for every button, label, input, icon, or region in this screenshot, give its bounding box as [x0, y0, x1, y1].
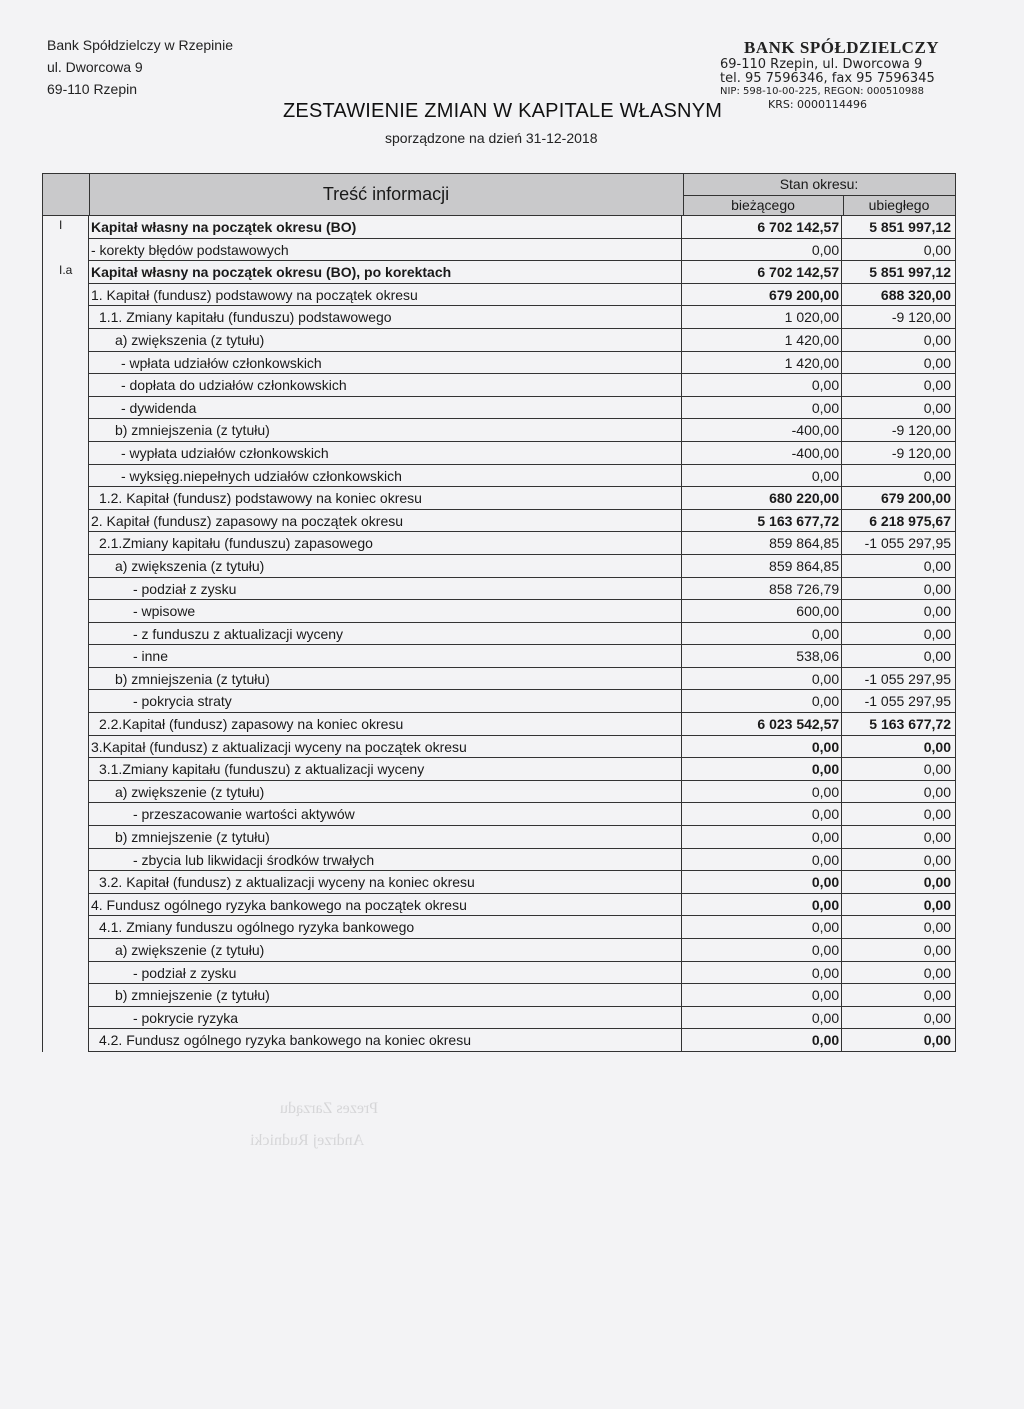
stamp-phone: tel. 95 7596346, fax 95 7596345: [720, 71, 935, 86]
row-number: [43, 781, 89, 804]
table-row: [43, 419, 956, 442]
row-previous-value: -9 120,00: [842, 419, 956, 442]
bleed-through-text: Andrzej Rudnicki: [250, 1132, 365, 1149]
row-previous-value: 0,00: [842, 600, 956, 623]
row-label: 2.1.Zmiany kapitału (funduszu) zapasowego: [89, 532, 682, 555]
row-label: - korekty błędów podstawowych: [89, 239, 682, 262]
row-label: - podział z zysku: [89, 578, 682, 601]
row-label: - podział z zysku: [89, 962, 682, 985]
header-state-column: Stan okresu:: [683, 174, 955, 196]
row-label: - dywidenda: [89, 397, 682, 420]
table-row: [43, 962, 956, 985]
row-number: [43, 329, 89, 352]
row-previous-value: 6 218 975,67: [842, 510, 956, 533]
table-row: [43, 578, 956, 601]
row-current-value: 0,00: [682, 623, 842, 646]
row-number: [43, 555, 89, 578]
table-row: [43, 1007, 956, 1030]
row-number: [43, 442, 89, 465]
row-number: [43, 419, 89, 442]
row-number: [43, 352, 89, 375]
row-number: [43, 668, 89, 691]
row-previous-value: 0,00: [842, 781, 956, 804]
header-number-column: [43, 174, 90, 215]
row-label: - pokrycie ryzyka: [89, 1007, 682, 1030]
table-row: [43, 329, 956, 352]
row-number: [43, 645, 89, 668]
row-number: [43, 826, 89, 849]
row-previous-value: 0,00: [842, 374, 956, 397]
row-label: 4. Fundusz ogólnego ryzyka bankowego na początek okresu: [89, 894, 682, 917]
row-current-value: 0,00: [682, 465, 842, 488]
row-number: [43, 939, 89, 962]
table-row: [43, 849, 956, 872]
table-row: [43, 939, 956, 962]
row-label: b) zmniejszenie (z tytułu): [89, 826, 682, 849]
row-label: a) zwiększenie (z tytułu): [89, 781, 682, 804]
row-label: Kapitał własny na początek okresu (BO): [89, 216, 682, 239]
row-previous-value: -9 120,00: [842, 442, 956, 465]
row-current-value: 0,00: [682, 894, 842, 917]
table-row: [43, 781, 956, 804]
address-line: Bank Spółdzielczy w Rzepinie: [47, 37, 233, 53]
row-current-value: 859 864,85: [682, 555, 842, 578]
row-current-value: -400,00: [682, 419, 842, 442]
row-previous-value: 688 320,00: [842, 284, 956, 307]
row-previous-value: -1 055 297,95: [842, 668, 956, 691]
table-row: [43, 690, 956, 713]
row-label: b) zmniejszenia (z tytułu): [89, 419, 682, 442]
table-row: [43, 713, 956, 736]
row-current-value: 538,06: [682, 645, 842, 668]
row-current-value: 0,00: [682, 736, 842, 759]
row-previous-value: 0,00: [842, 397, 956, 420]
row-label: - przeszacowanie wartości aktywów: [89, 803, 682, 826]
row-label: b) zmniejszenia (z tytułu): [89, 668, 682, 691]
table-row: [43, 352, 956, 375]
row-current-value: 0,00: [682, 690, 842, 713]
row-previous-value: -9 120,00: [842, 306, 956, 329]
row-number: [43, 578, 89, 601]
row-number: [43, 487, 89, 510]
table-row: [43, 442, 956, 465]
table-row: [43, 239, 956, 262]
table-row: [43, 284, 956, 307]
table-header: [42, 173, 956, 216]
row-label: Kapitał własny na początek okresu (BO), po korektach: [89, 261, 682, 284]
row-previous-value: 5 851 997,12: [842, 216, 956, 239]
equity-changes-table: [42, 173, 956, 1052]
row-previous-value: 0,00: [842, 939, 956, 962]
table-row: [43, 826, 956, 849]
row-current-value: 0,00: [682, 849, 842, 872]
table-row: [43, 374, 956, 397]
row-number: [43, 736, 89, 759]
row-number: [43, 284, 89, 307]
row-label: 4.2. Fundusz ogólnego ryzyka bankowego na koniec okresu: [89, 1029, 682, 1052]
row-current-value: 0,00: [682, 239, 842, 262]
row-previous-value: 0,00: [842, 555, 956, 578]
row-current-value: 0,00: [682, 397, 842, 420]
row-previous-value: 0,00: [842, 352, 956, 375]
row-label: - inne: [89, 645, 682, 668]
row-label: - wpłata udziałów członkowskich: [89, 352, 682, 375]
row-number: [43, 510, 89, 533]
row-current-value: 0,00: [682, 871, 842, 894]
row-current-value: 6 702 142,57: [682, 261, 842, 284]
row-current-value: 0,00: [682, 1029, 842, 1052]
row-number: [43, 713, 89, 736]
row-label: 3.2. Kapitał (fundusz) z aktualizacji wyceny na koniec okresu: [89, 871, 682, 894]
table-row: [43, 803, 956, 826]
table-row: [43, 1029, 956, 1052]
bank-stamp: [720, 38, 939, 111]
table-row: [43, 532, 956, 555]
row-previous-value: 0,00: [842, 578, 956, 601]
table-row: [43, 397, 956, 420]
row-previous-value: 0,00: [842, 984, 956, 1007]
table-row: [43, 758, 956, 781]
row-label: - pokrycia straty: [89, 690, 682, 713]
table-row: [43, 600, 956, 623]
stamp-krs: KRS: 0000114496: [768, 98, 868, 111]
row-current-value: 6 023 542,57: [682, 713, 842, 736]
row-current-value: 1 020,00: [682, 306, 842, 329]
row-label: a) zwiększenia (z tytułu): [89, 329, 682, 352]
table-row: [43, 487, 956, 510]
row-label: - wypłata udziałów członkowskich: [89, 442, 682, 465]
row-previous-value: -1 055 297,95: [842, 690, 956, 713]
row-number: [43, 984, 89, 1007]
table-row: [43, 916, 956, 939]
row-current-value: 1 420,00: [682, 352, 842, 375]
address-line: 69-110 Rzepin: [47, 81, 138, 97]
row-previous-value: 0,00: [842, 849, 956, 872]
row-previous-value: 0,00: [842, 894, 956, 917]
table-row: [43, 871, 956, 894]
row-current-value: 0,00: [682, 758, 842, 781]
row-number: [43, 758, 89, 781]
row-current-value: 0,00: [682, 826, 842, 849]
row-number: [43, 916, 89, 939]
table-row: [43, 984, 956, 1007]
table-row: [43, 261, 956, 284]
row-number: [43, 600, 89, 623]
row-number: [43, 1007, 89, 1030]
row-label: - zbycia lub likwidacji środków trwałych: [89, 849, 682, 872]
row-previous-value: 0,00: [842, 645, 956, 668]
row-previous-value: 0,00: [842, 623, 956, 646]
row-label: - wyksięg.niepełnych udziałów członkowskich: [89, 465, 682, 488]
table-row: [43, 668, 956, 691]
row-number: [43, 962, 89, 985]
table-row: [43, 555, 956, 578]
table-row: [43, 465, 956, 488]
row-number: [43, 465, 89, 488]
row-current-value: 0,00: [682, 984, 842, 1007]
row-label: 1.1. Zmiany kapitału (funduszu) podstawowego: [89, 306, 682, 329]
stamp-address: 69-110 Rzepin, ul. Dworcowa 9: [720, 57, 923, 72]
table-row: [43, 306, 956, 329]
row-number: [43, 690, 89, 713]
table-row: [43, 623, 956, 646]
row-label: 3.1.Zmiany kapitału (funduszu) z aktualizacji wyceny: [89, 758, 682, 781]
row-label: b) zmniejszenie (z tytułu): [89, 984, 682, 1007]
row-label: - z funduszu z aktualizacji wyceny: [89, 623, 682, 646]
row-label: - wpisowe: [89, 600, 682, 623]
row-current-value: 0,00: [682, 916, 842, 939]
table-body: [42, 216, 956, 1052]
row-label: 2.2.Kapitał (fundusz) zapasowy na koniec okresu: [89, 713, 682, 736]
row-previous-value: 0,00: [842, 803, 956, 826]
row-previous-value: 0,00: [842, 916, 956, 939]
row-previous-value: 0,00: [842, 826, 956, 849]
row-current-value: -400,00: [682, 442, 842, 465]
row-previous-value: 0,00: [842, 1007, 956, 1030]
row-number: [43, 239, 89, 262]
row-current-value: 679 200,00: [682, 284, 842, 307]
row-current-value: 0,00: [682, 803, 842, 826]
row-number: [43, 306, 89, 329]
row-label: 2. Kapitał (fundusz) zapasowy na początek okresu: [89, 510, 682, 533]
row-number: [43, 623, 89, 646]
table-row: [43, 894, 956, 917]
row-number: [43, 532, 89, 555]
row-label: 3.Kapitał (fundusz) z aktualizacji wyceny na początek okresu: [89, 736, 682, 759]
row-label: 1.2. Kapitał (fundusz) podstawowy na koniec okresu: [89, 487, 682, 510]
row-previous-value: 679 200,00: [842, 487, 956, 510]
row-current-value: 5 163 677,72: [682, 510, 842, 533]
row-number: [43, 397, 89, 420]
row-current-value: 859 864,85: [682, 532, 842, 555]
row-number: [43, 803, 89, 826]
address-line: ul. Dworcowa 9: [47, 59, 143, 75]
stamp-bank-name: BANK SPÓŁDZIELCZY: [744, 38, 940, 57]
row-previous-value: 0,00: [842, 736, 956, 759]
row-previous-value: 5 163 677,72: [842, 713, 956, 736]
row-previous-value: 0,00: [842, 465, 956, 488]
row-previous-value: -1 055 297,95: [842, 532, 956, 555]
row-previous-value: 0,00: [842, 962, 956, 985]
row-label: 4.1. Zmiany funduszu ogólnego ryzyka bankowego: [89, 916, 682, 939]
table-row: [43, 645, 956, 668]
document-title: ZESTAWIENIE ZMIAN W KAPITALE WŁASNYM: [283, 100, 723, 122]
row-current-value: 0,00: [682, 374, 842, 397]
header-info-column: Treść informacji: [89, 174, 684, 215]
table-row: [43, 216, 956, 239]
row-previous-value: 0,00: [842, 239, 956, 262]
row-current-value: 0,00: [682, 962, 842, 985]
table-row: [43, 736, 956, 759]
header-current-column: bieżącego: [683, 195, 844, 215]
row-label: a) zwiększenia (z tytułu): [89, 555, 682, 578]
row-number: [43, 849, 89, 872]
row-label: - dopłata do udziałów członkowskich: [89, 374, 682, 397]
row-number: [43, 1029, 89, 1052]
row-number: I: [43, 216, 89, 239]
stamp-nip-regon: NIP: 598-10-00-225, REGON: 000510988: [720, 86, 924, 97]
row-previous-value: 0,00: [842, 329, 956, 352]
row-previous-value: 0,00: [842, 758, 956, 781]
row-number: [43, 374, 89, 397]
table-row: [43, 510, 956, 533]
row-number: [43, 894, 89, 917]
row-current-value: 680 220,00: [682, 487, 842, 510]
row-current-value: 0,00: [682, 1007, 842, 1030]
row-current-value: 0,00: [682, 939, 842, 962]
row-current-value: 858 726,79: [682, 578, 842, 601]
bleed-through-text: Prezes Zarządu: [280, 1100, 379, 1117]
bank-address: [47, 34, 233, 100]
row-current-value: 6 702 142,57: [682, 216, 842, 239]
row-previous-value: 0,00: [842, 1029, 956, 1052]
row-current-value: 1 420,00: [682, 329, 842, 352]
row-previous-value: 0,00: [842, 871, 956, 894]
row-label: 1. Kapitał (fundusz) podstawowy na początek okresu: [89, 284, 682, 307]
row-number: [43, 871, 89, 894]
row-label: a) zwiększenie (z tytułu): [89, 939, 682, 962]
header-previous-column: ubiegłego: [868, 197, 930, 213]
row-current-value: 0,00: [682, 781, 842, 804]
row-current-value: 0,00: [682, 668, 842, 691]
row-current-value: 600,00: [682, 600, 842, 623]
row-number: I.a: [43, 261, 89, 284]
document-subtitle: sporządzone na dzień 31-12-2018: [385, 130, 598, 146]
row-previous-value: 5 851 997,12: [842, 261, 956, 284]
